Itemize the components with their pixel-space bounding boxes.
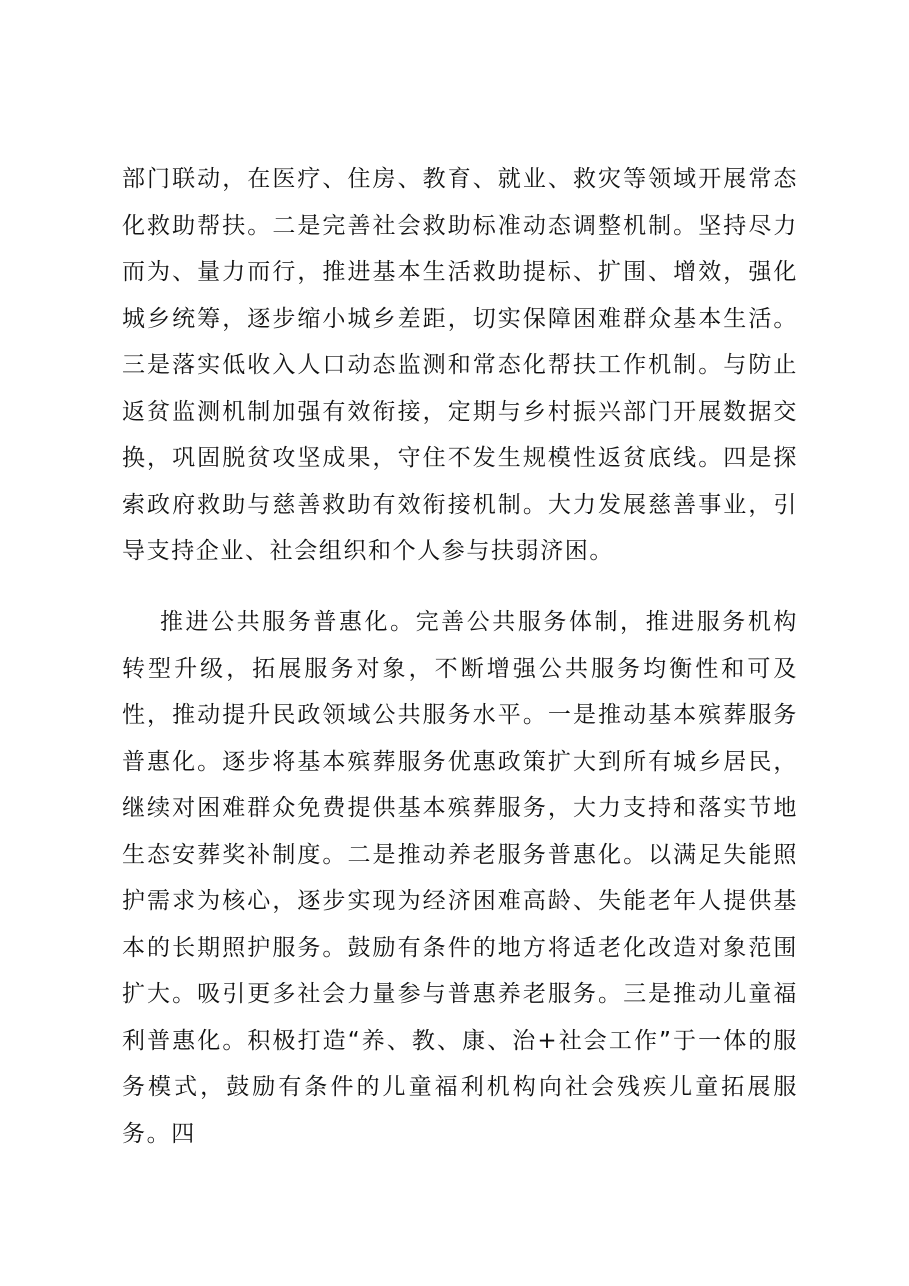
paragraph-public-services: 推进公共服务普惠化。完善公共服务体制，推进服务机构转型升级，拓展服务对象，不断增强公共服务均衡性和可及性，推动提升民政领域公共服务水平。一是推动基本殡葬服务普惠化。逐步将基本殡葬服务优惠政策扩大到所有城乡居民，继续对困难群众免费提供基本殡葬服务，大力支持和落实节地生态安葬奖补制度。二是推动养老服务普惠化。以满足失能照护需求为核心，逐步实现为经济困难高龄、失能老年人提供基本的长期照护服务。鼓励有条件的地方将适老化改造对象范围扩大。吸引更多社会力量参与普惠养老服务。三是推动儿童福利普惠化。积极打造“养、教、康、治+社会工作”于一体的服务模式，鼓励有条件的儿童福利机构向社会残疾儿童拓展服务。四: [122, 609, 798, 1147]
paragraph-social-assistance: 部门联动，在医疗、住房、教育、就业、救灾等领域开展常态化救助帮扶。二是完善社会救助标准动态调整机制。坚持尽力而为、量力而行，推进基本生活救助提标、扩围、增效，强化城乡统筹，逐步缩小城乡差距，切实保障困难群众基本生活。三是落实低收入人口动态监测和常态化帮扶工作机制。与防止返贫监测机制加强有效衔接，定期与乡村振兴部门开展数据交换，巩固脱贫攻坚成果，守住不发生规模性返贫底线。四是探索政府救助与慈善救助有效衔接机制。大力发展慈善事业，引导支持企业、社会组织和个人参与扶弱济困。: [122, 166, 798, 564]
